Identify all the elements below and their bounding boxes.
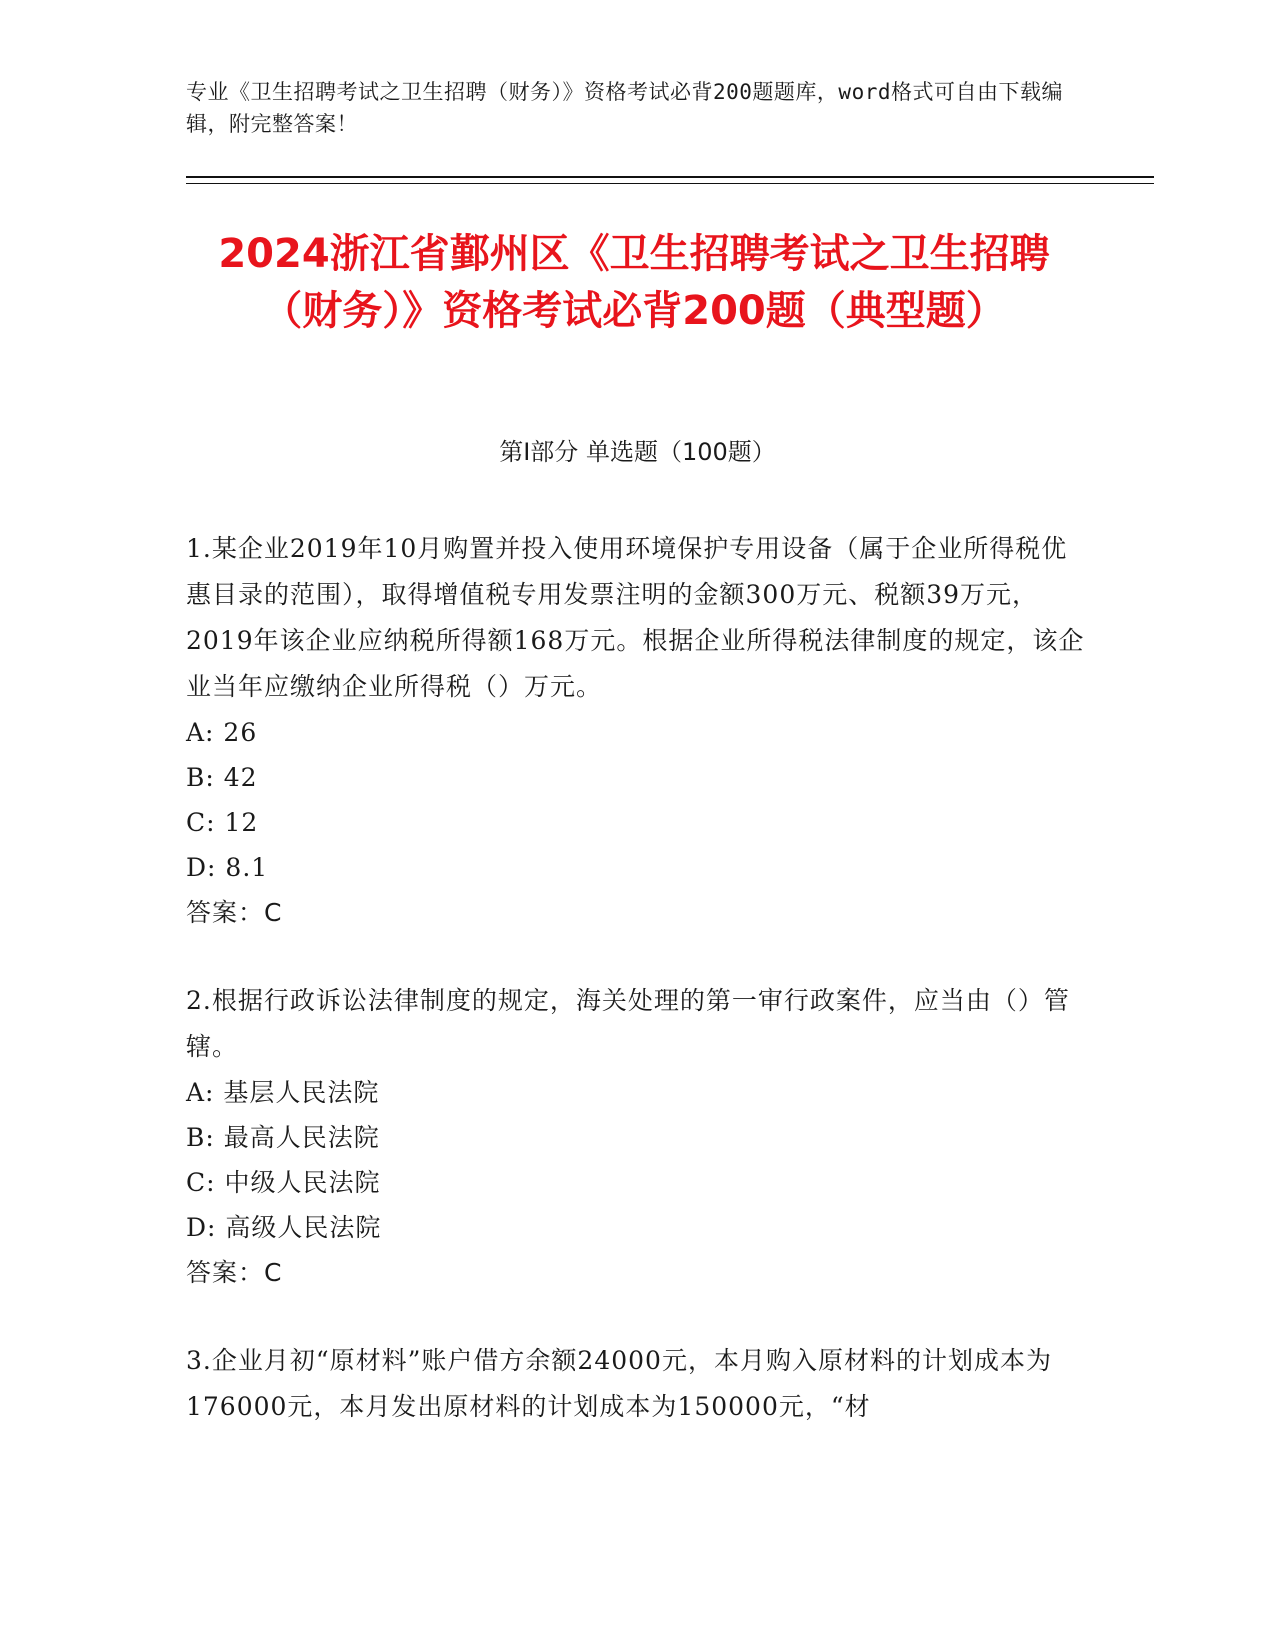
option-d: D: 高级人民法院 bbox=[186, 1213, 382, 1242]
option-b: B: 42 bbox=[186, 763, 258, 792]
question-list bbox=[186, 526, 1086, 1472]
question-2 bbox=[186, 978, 1086, 1296]
option-a: A: 26 bbox=[186, 718, 258, 747]
question-stem: 1.某企业2019年10月购置并投入使用环境保护专用设备（属于企业所得税优惠目录的范围），取得增值税专用发票注明的金额300万元、税额39万元，2019年该企业应纳税所得额168万元。根据企业所得税法律制度的规定，该企业当年应缴纳企业所得税（）万元。 bbox=[186, 534, 1085, 701]
header-divider-thin bbox=[186, 183, 1154, 184]
option-b: B: 最高人民法院 bbox=[186, 1123, 380, 1152]
document-title: 2024浙江省鄞州区《卫生招聘考试之卫生招聘（财务）》资格考试必背200题（典型题） bbox=[218, 231, 1050, 334]
answer-text: 答案：C bbox=[186, 1258, 283, 1287]
answer-text: 答案：C bbox=[186, 898, 283, 927]
option-c: C: 中级人民法院 bbox=[186, 1168, 381, 1197]
option-a: A: 基层人民法院 bbox=[186, 1078, 380, 1107]
question-stem: 2.根据行政诉讼法律制度的规定，海关处理的第一审行政案件，应当由（）管辖。 bbox=[186, 986, 1070, 1061]
option-c: C: 12 bbox=[186, 808, 259, 837]
question-stem: 3.企业月初“原材料”账户借方余额24000元，本月购入原材料的计划成本为176000元，本月发出原材料的计划成本为150000元，“材 bbox=[186, 1346, 1052, 1421]
section-heading: 第I部分 单选题（100题） bbox=[499, 438, 776, 466]
header-divider-thick bbox=[186, 176, 1154, 178]
question-1 bbox=[186, 526, 1086, 936]
header-note: 专业《卫生招聘考试之卫生招聘（财务）》资格考试必背200题题库，word格式可自由下载编辑，附完整答案！ bbox=[186, 80, 1063, 136]
question-3 bbox=[186, 1338, 1086, 1430]
option-d: D: 8.1 bbox=[186, 853, 269, 882]
